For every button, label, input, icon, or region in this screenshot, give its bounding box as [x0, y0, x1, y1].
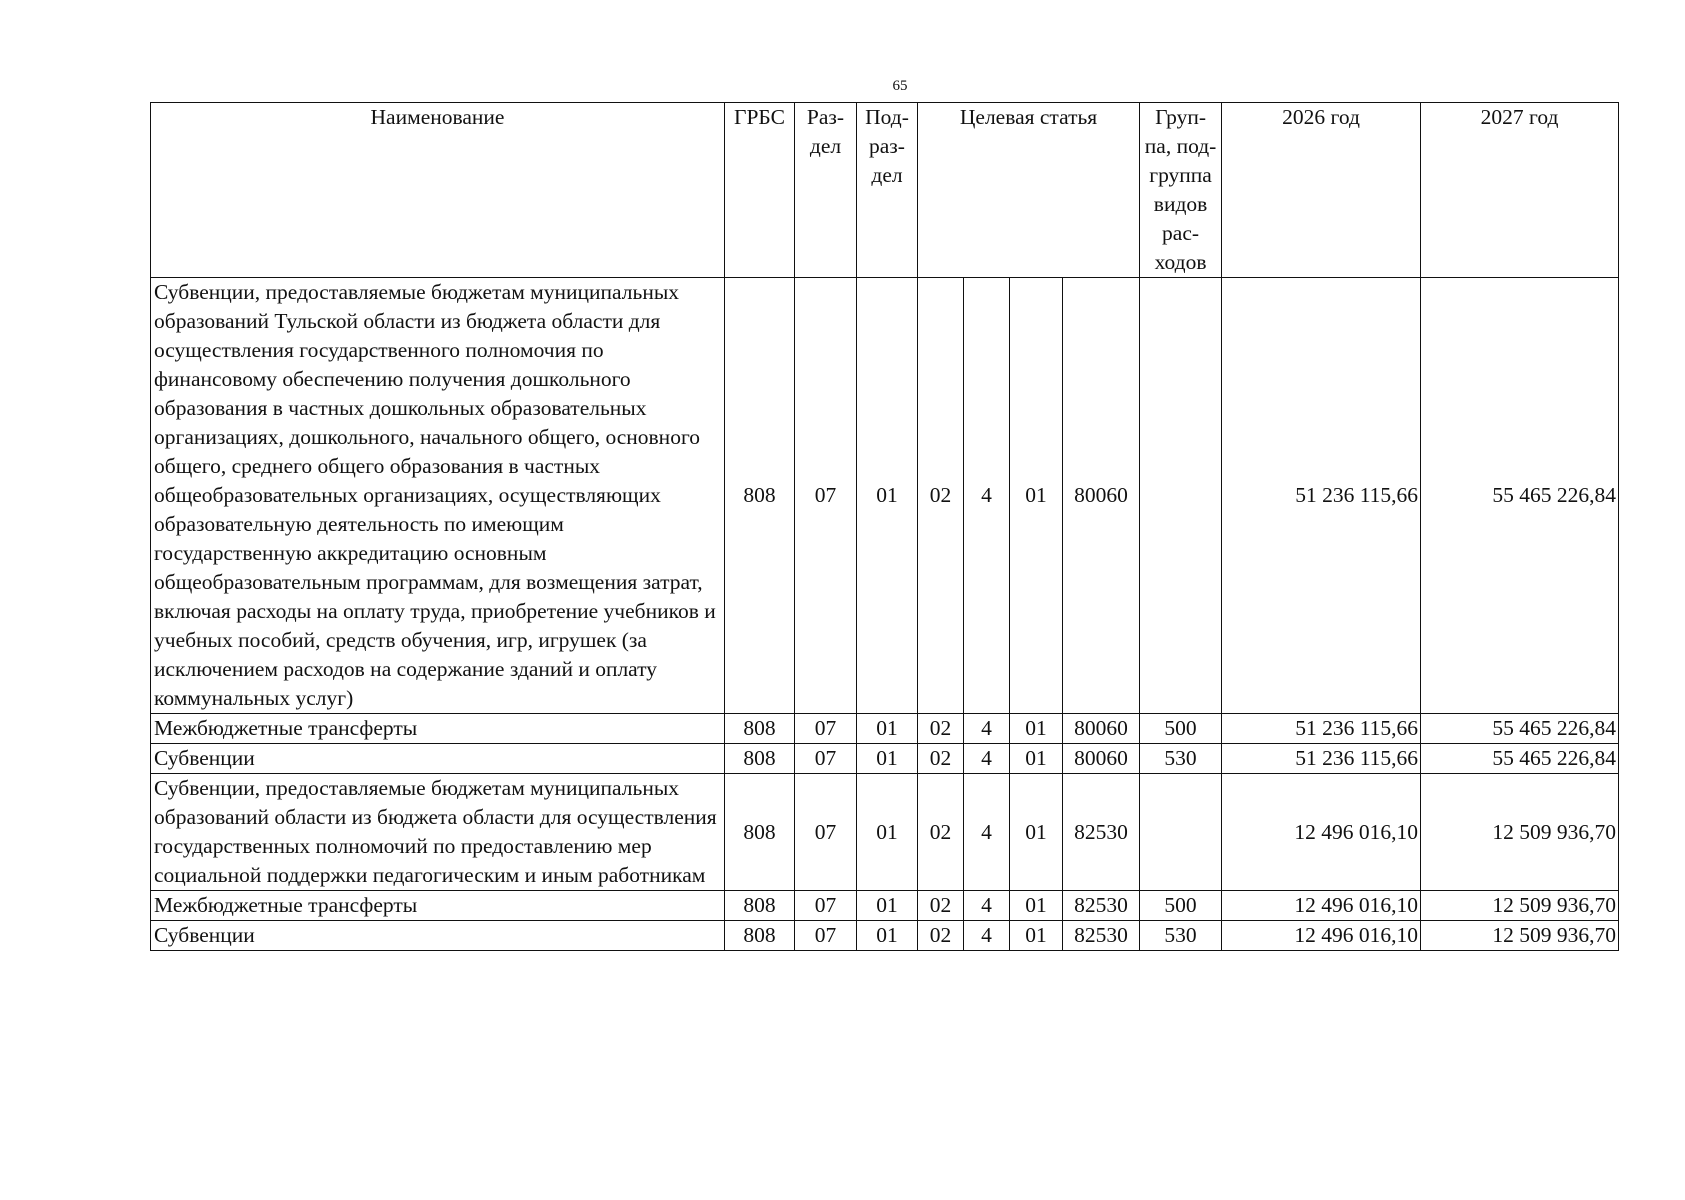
- row-podrazdel: 01: [857, 744, 918, 774]
- table-row: [151, 278, 1619, 714]
- row-cs-direction: 82530: [1063, 774, 1140, 891]
- table-row: [151, 891, 1619, 921]
- row-amount-2027: 12 509 936,70: [1421, 891, 1619, 921]
- row-amount-2026: 12 496 016,10: [1222, 921, 1421, 951]
- row-razdel: 07: [795, 714, 857, 744]
- row-cs-subprogram: 01: [1010, 714, 1063, 744]
- row-cs-direction: 80060: [1063, 714, 1140, 744]
- header-grbs: ГРБС: [725, 103, 795, 278]
- row-razdel: 07: [795, 891, 857, 921]
- row-podrazdel: 01: [857, 921, 918, 951]
- row-grbs: 808: [725, 774, 795, 891]
- page-number: 65: [892, 78, 908, 94]
- header-podrazdel: Под- раз- дел: [857, 103, 918, 278]
- row-amount-2027: 55 465 226,84: [1421, 744, 1619, 774]
- row-cs-type: 4: [964, 714, 1010, 744]
- table-row: [151, 714, 1619, 744]
- header-celevaya-statya: Целевая статья: [918, 103, 1140, 278]
- row-cs-subprogram: 01: [1010, 891, 1063, 921]
- row-name: Межбюджетные трансферты: [151, 891, 725, 921]
- row-grbs: 808: [725, 891, 795, 921]
- row-vr: [1140, 278, 1222, 714]
- row-name: Субвенции: [151, 921, 725, 951]
- row-amount-2026: 51 236 115,66: [1222, 278, 1421, 714]
- row-cs-subprogram: 01: [1010, 774, 1063, 891]
- row-razdel: 07: [795, 744, 857, 774]
- row-cs-program: 02: [918, 744, 964, 774]
- row-cs-program: 02: [918, 774, 964, 891]
- row-grbs: 808: [725, 714, 795, 744]
- table-row: [151, 921, 1619, 951]
- header-razdel: Раз- дел: [795, 103, 857, 278]
- row-amount-2027: 12 509 936,70: [1421, 774, 1619, 891]
- row-grbs: 808: [725, 744, 795, 774]
- row-razdel: 07: [795, 774, 857, 891]
- row-vr: 500: [1140, 891, 1222, 921]
- row-cs-program: 02: [918, 921, 964, 951]
- row-cs-type: 4: [964, 891, 1010, 921]
- row-vr: 500: [1140, 714, 1222, 744]
- row-amount-2026: 12 496 016,10: [1222, 891, 1421, 921]
- row-cs-program: 02: [918, 891, 964, 921]
- row-amount-2027: 55 465 226,84: [1421, 714, 1619, 744]
- row-cs-direction: 80060: [1063, 278, 1140, 714]
- row-vr: 530: [1140, 744, 1222, 774]
- row-cs-program: 02: [918, 714, 964, 744]
- row-cs-subprogram: 01: [1010, 744, 1063, 774]
- row-cs-direction: 82530: [1063, 891, 1140, 921]
- row-vr: 530: [1140, 921, 1222, 951]
- row-name: Межбюджетные трансферты: [151, 714, 725, 744]
- table-row: [151, 774, 1619, 891]
- row-podrazdel: 01: [857, 774, 918, 891]
- row-amount-2026: 51 236 115,66: [1222, 714, 1421, 744]
- header-gruppa-vidov-rashodov: Груп- па, под- группа видов рас- ходов: [1140, 103, 1222, 278]
- row-amount-2027: 55 465 226,84: [1421, 278, 1619, 714]
- row-cs-direction: 80060: [1063, 744, 1140, 774]
- row-cs-type: 4: [964, 921, 1010, 951]
- row-vr: [1140, 774, 1222, 891]
- row-podrazdel: 01: [857, 891, 918, 921]
- header-name: Наименование: [151, 103, 725, 278]
- row-podrazdel: 01: [857, 714, 918, 744]
- table-row: [151, 744, 1619, 774]
- row-cs-direction: 82530: [1063, 921, 1140, 951]
- row-cs-type: 4: [964, 278, 1010, 714]
- row-amount-2026: 12 496 016,10: [1222, 774, 1421, 891]
- budget-table: [150, 102, 1619, 951]
- header-year-2026: 2026 год: [1222, 103, 1421, 278]
- row-podrazdel: 01: [857, 278, 918, 714]
- row-name: Субвенции, предоставляемые бюджетам муниципальных образований области из бюджета области для осуществления государственных полномочий по предоставлению мер социальной поддержки педагогическим и иным работникам: [151, 774, 725, 891]
- row-cs-type: 4: [964, 744, 1010, 774]
- row-amount-2026: 51 236 115,66: [1222, 744, 1421, 774]
- row-amount-2027: 12 509 936,70: [1421, 921, 1619, 951]
- row-name: Субвенции, предоставляемые бюджетам муниципальных образований Тульской области из бюджета области для осуществления государственного полномочия по финансовому обеспечению получения дошкольного образования в частных дошкольных образовательных организациях, дошкольного, начального общего, основного общего, среднего общего образования в частных общеобразовательных организациях, осуществляющих образовательную деятельность по имеющим государственную аккредитацию основным общеобразовательным программам, для возмещения затрат, включая расходы на оплату труда, приобретение учебников и учебных пособий, средств обучения, игр, игрушек (за исключением расходов на содержание зданий и оплату коммунальных услуг): [151, 278, 725, 714]
- row-cs-subprogram: 01: [1010, 278, 1063, 714]
- row-razdel: 07: [795, 278, 857, 714]
- row-razdel: 07: [795, 921, 857, 951]
- row-cs-subprogram: 01: [1010, 921, 1063, 951]
- row-name: Субвенции: [151, 744, 725, 774]
- header-year-2027: 2027 год: [1421, 103, 1619, 278]
- row-cs-program: 02: [918, 278, 964, 714]
- row-grbs: 808: [725, 278, 795, 714]
- row-grbs: 808: [725, 921, 795, 951]
- table-header-row: [151, 103, 1619, 278]
- row-cs-type: 4: [964, 774, 1010, 891]
